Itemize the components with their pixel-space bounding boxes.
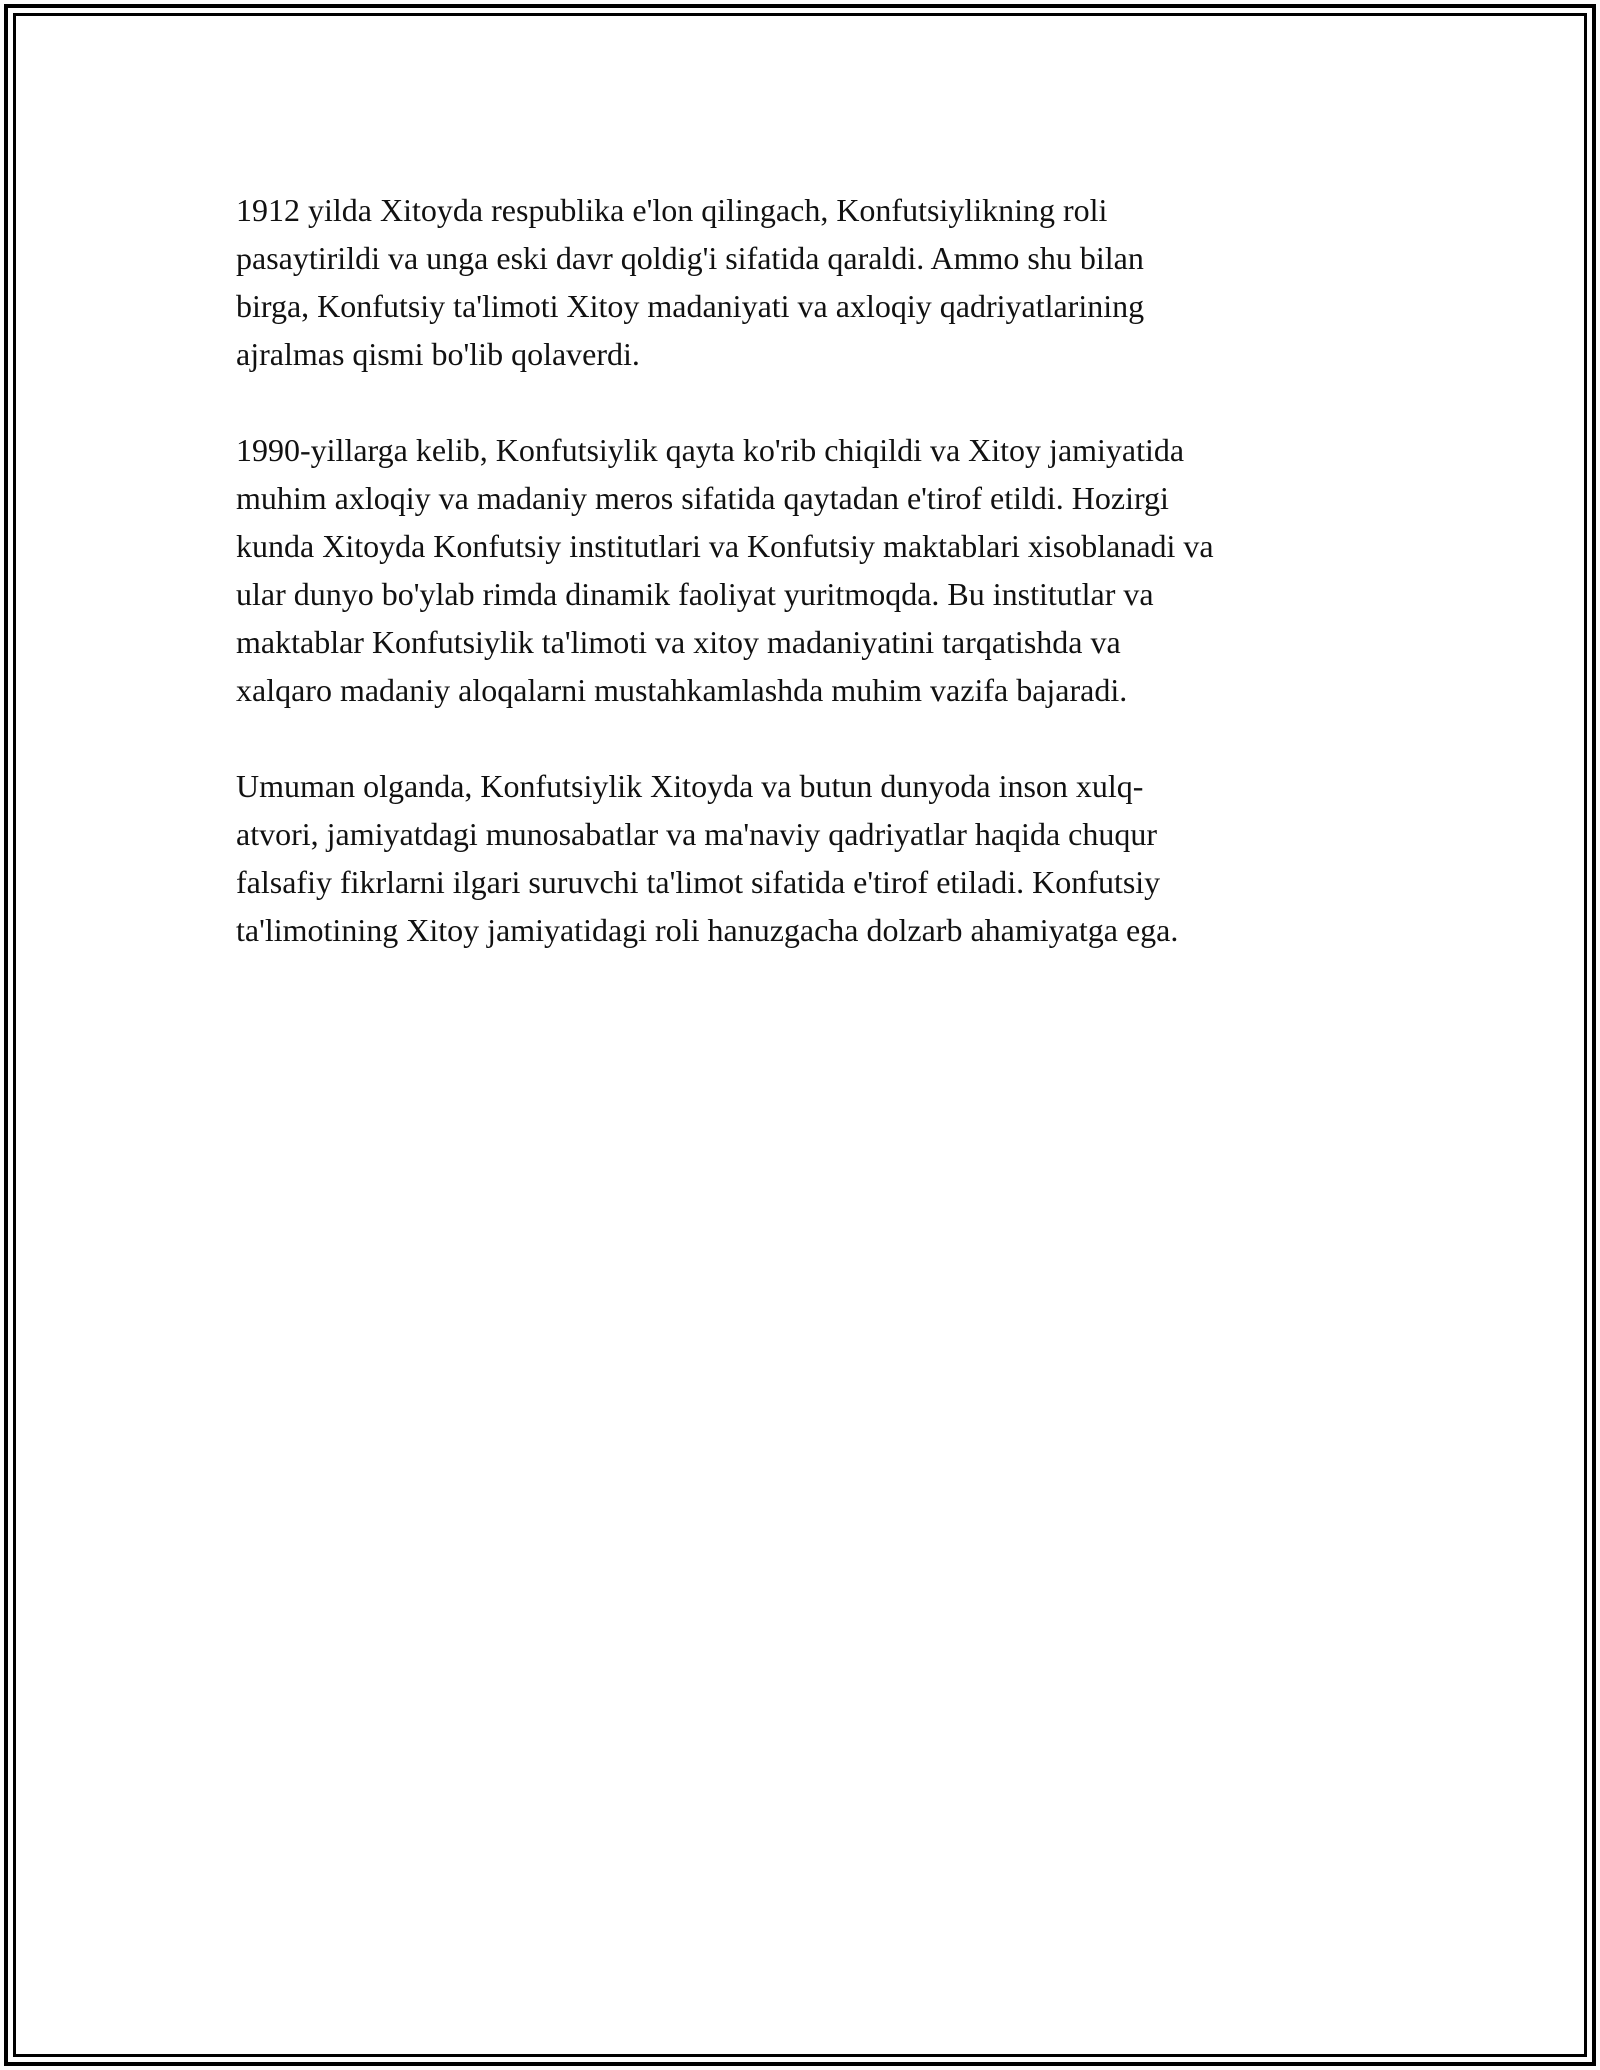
paragraph-line: ajralmas qismi bo'lib qolaverdi. xyxy=(236,336,640,372)
paragraph-line: maktablar Konfutsiylik ta'limoti va xitoy madaniyatini tarqatishda va xyxy=(236,624,1121,660)
paragraph-line: ular dunyo bo'ylab rimda dinamik faoliyat yuritmoqda. Bu institutlar va xyxy=(236,576,1154,612)
paragraph-line: pasaytirildi va unga eski davr qoldig'i sifatida qaraldi. Ammo shu bilan xyxy=(236,240,1144,276)
paragraph-line: 1990-yillarga kelib, Konfutsiylik qayta ko'rib chiqildi va Xitoy jamiyatida xyxy=(236,432,1185,468)
paragraph-line: xalqaro madaniy aloqalarni mustahkamlashda muhim vazifa bajaradi. xyxy=(236,672,1128,708)
paragraph-line: 1912 yilda Xitoyda respublika e'lon qilingach, Konfutsiylikning roli xyxy=(236,192,1108,228)
paragraph-line: kunda Xitoyda Konfutsiy institutlari va Konfutsiy maktablari xisoblanadi va xyxy=(236,528,1214,564)
document-body xyxy=(236,186,1366,1002)
paragraph-line: muhim axloqiy va madaniy meros sifatida qaytadan e'tirof etildi. Hozirgi xyxy=(236,480,1169,516)
paragraph-line: atvori, jamiyatdagi munosabatlar va ma'naviy qadriyatlar haqida chuqur xyxy=(236,816,1157,852)
paragraph-line: birga, Konfutsiy ta'limoti Xitoy madaniyati va axloqiy qadriyatlarining xyxy=(236,288,1145,324)
paragraph-1 xyxy=(236,186,1366,378)
paragraph-line: Umuman olganda, Konfutsiylik Xitoyda va butun dunyoda inson xulq- xyxy=(236,768,1144,804)
paragraph-line: ta'limotining Xitoy jamiyatidagi roli hanuzgacha dolzarb ahamiyatga ega. xyxy=(236,912,1179,948)
paragraph-3 xyxy=(236,762,1366,954)
paragraph-line: falsafiy fikrlarni ilgari suruvchi ta'limot sifatida e'tirof etiladi. Konfutsiy xyxy=(236,864,1161,900)
paragraph-2 xyxy=(236,426,1366,714)
